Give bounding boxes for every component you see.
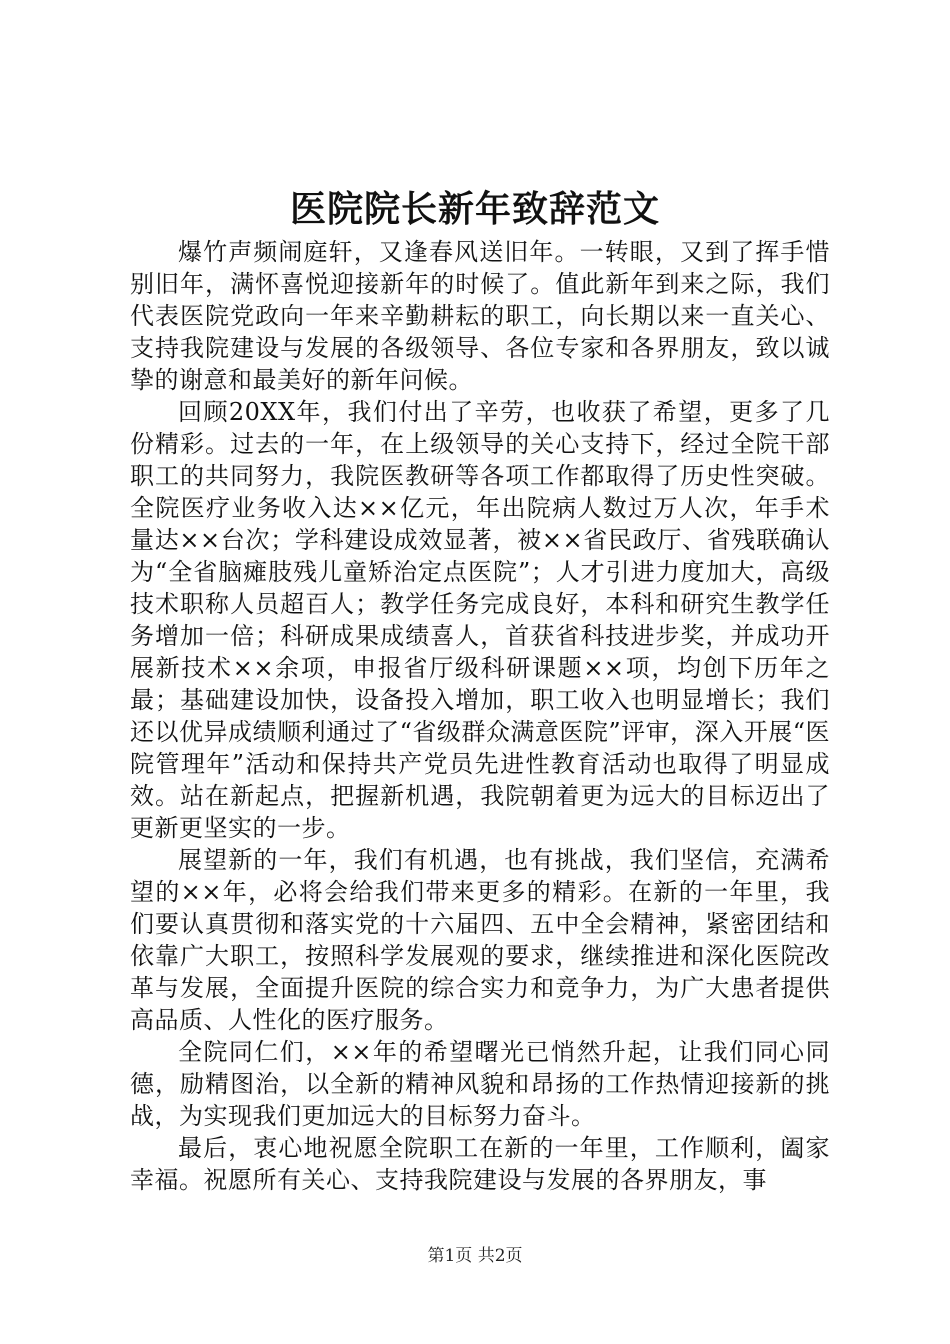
paragraph-outlook: 展望新的一年，我们有机遇，也有挑战，我们坚信，充满希望的××年，必将会给我们带来更多的精彩。在新的一年里，我们要认真贯彻和落实党的十六届四、五中全会精神，紧密团结和依靠广大职工，按照科学发展观的要求，继续推进和深化医院改革与发展，全面提升医院的综合实力和竞争力，为广大患者提供高品质、人性化的医疗服务。 <box>130 846 830 1034</box>
paragraph-greeting: 爆竹声频闹庭轩，又逢春风送旧年。一转眼，又到了挥手惜别旧年，满怀喜悦迎接新年的时候了。值此新年到来之际，我们代表医院党政向一年来辛勤耕耘的职工，向长期以来一直关心、支持我院建设与发展的各级领导、各位专家和各界朋友，致以诚挚的谢意和最美好的新年问候。 <box>130 238 830 394</box>
paragraph-review: 回顾20XX年，我们付出了辛劳，也收获了希望，更多了几份精彩。过去的一年，在上级领导的关心支持下，经过全院干部职工的共同努力，我院医教研等各项工作都取得了历史性突破。全院医疗业务收入达××亿元，年出院病人数过万人次，年手术量达××台次；学科建设成效显著，被××省民政厅、省残联确认为“全省脑瘫肢残儿童矫治定点医院”；人才引进力度加大，高级技术职称人员超百人；教学任务完成良好，本科和研究生教学任务增加一倍；科研成果成绩喜人，首获省科技进步奖，并成功开展新技术××余项，申报省厅级科研课题××项，均创下历年之最；基础建设加快，设备投入增加，职工收入也明显增长；我们还以优异成绩顺利通过了“省级群众满意医院”评审，深入开展“医院管理年”活动和保持共产党员先进性教育活动也取得了明显成效。站在新起点，把握新机遇，我院朝着更为远大的目标迈出了更新更坚实的一步。 <box>130 398 830 842</box>
document-body <box>130 236 830 1196</box>
paragraph-closing: 最后，衷心地祝愿全院职工在新的一年里，工作顺利，阖家幸福。祝愿所有关心、支持我院建设与发展的各界朋友，事 <box>130 1134 830 1194</box>
page-number-footer: 第1页 共2页 <box>427 1246 523 1266</box>
document-title: 医院院长新年致辞范文 <box>289 188 660 230</box>
paragraph-call-to-action: 全院同仁们，××年的希望曙光已悄然升起，让我们同心同德，励精图治，以全新的精神风貌和昂扬的工作热情迎接新的挑战，为实现我们更加远大的目标努力奋斗。 <box>130 1038 830 1130</box>
